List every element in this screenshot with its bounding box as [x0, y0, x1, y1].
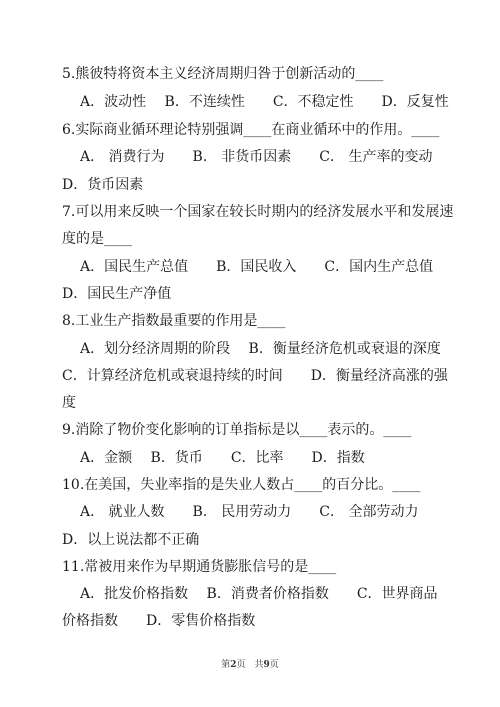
question-5-stem: 5.熊彼特将资本主义经济周期归咎于创新活动的____	[62, 66, 384, 82]
question-8-options-cont-2: 度	[62, 395, 76, 411]
question-11-stem: 11.常被用来作为早期通货膨胀信号的是____	[62, 559, 337, 575]
question-9-options: A．金额 B．货币 C．比率 D．指数	[80, 450, 365, 466]
question-7-options-cont: D．国民生产净值	[62, 286, 172, 302]
question-10-options-cont: D．以上说法都不正确	[62, 532, 200, 548]
question-5-options: A．波动性 B．不连续性 C．不稳定性 D．反复性	[80, 94, 449, 110]
page-footer	[0, 657, 500, 670]
question-10-options: A． 就业人数 B． 民用劳动力 C． 全部劳动力	[80, 504, 419, 520]
question-11-options: A．批发价格指数 B．消费者价格指数 C．世界商品	[80, 586, 438, 602]
question-11-options-cont: 价格指数 D．零售价格指数	[62, 613, 256, 629]
total-page-number: 9	[263, 660, 270, 670]
question-7-stem-cont: 度的是____	[62, 231, 132, 247]
footer-prefix: 第	[221, 660, 231, 670]
question-8-options-cont: C．计算经济危机或衰退持续的时间 D．衡量经济高涨的强	[62, 368, 448, 384]
question-7-options: A．国民生产总值 B．国民收入 C．国内生产总值	[80, 259, 434, 275]
question-7-stem: 7.可以用来反映一个国家在较长时期内的经济发展水平和发展速	[62, 204, 454, 220]
question-6-stem: 6.实际商业循环理论特别强调____在商业循环中的作用。____	[62, 122, 440, 138]
question-10-stem: 10.在美国，失业率指的是失业人数占____的百分比。____	[62, 477, 421, 493]
question-9-stem: 9.消除了物价变化影响的订单指标是以____表示的。____	[62, 422, 412, 438]
question-8-options: A．划分经济周期的阶段 B．衡量经济危机或衰退的深度	[80, 341, 441, 357]
footer-suffix: 页	[269, 660, 279, 670]
question-8-stem: 8.工业生产指数最重要的作用是____	[62, 313, 286, 329]
question-6-options: A． 消费行为 B． 非货币因素 C． 生产率的变动	[80, 149, 433, 165]
question-6-options-cont: D．货币因素	[62, 177, 144, 193]
footer-mid: 页 共	[236, 660, 264, 670]
current-page-number: 2	[230, 660, 237, 670]
